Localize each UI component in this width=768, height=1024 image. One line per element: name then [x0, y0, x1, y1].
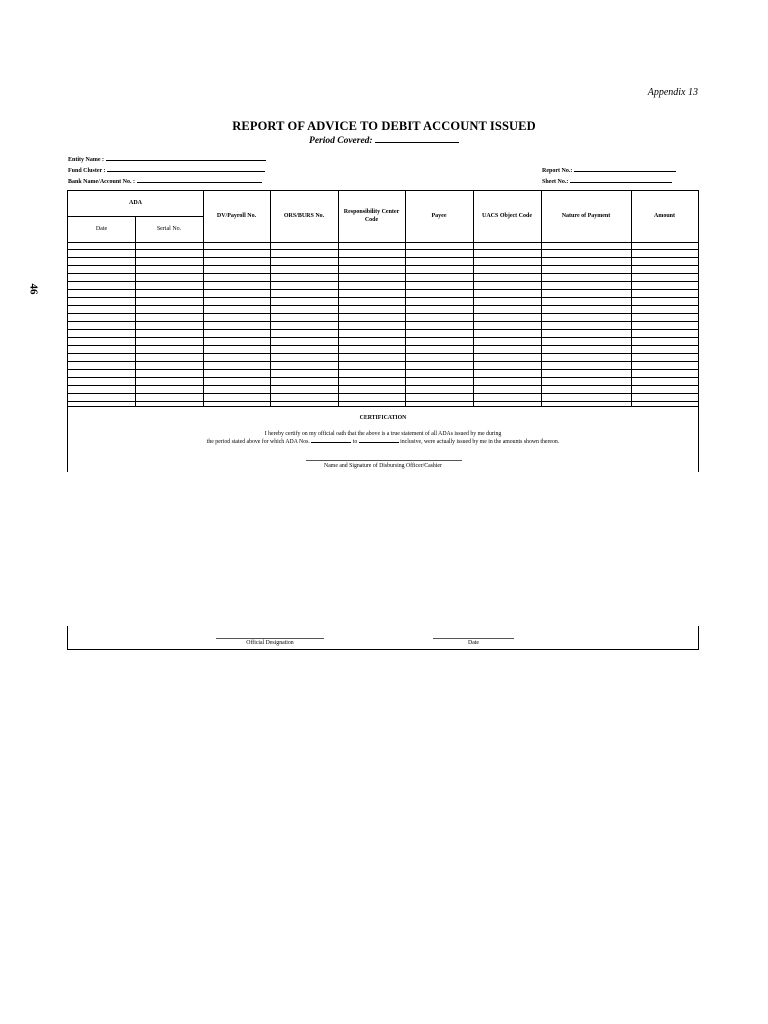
certification-section [67, 407, 699, 472]
col-header-date: Date [95, 226, 108, 232]
col-divider [405, 191, 406, 406]
table-row[interactable] [68, 273, 698, 274]
col-header-payee: Payee [431, 213, 447, 219]
col-divider [631, 191, 632, 406]
certification-line-2 [68, 439, 698, 445]
bank-account-blank[interactable] [137, 177, 262, 183]
page-number: 46 [27, 283, 40, 295]
report-no-field [542, 166, 676, 174]
col-header-dv-payroll: DV/Payroll No. [216, 213, 257, 219]
date-line[interactable] [433, 638, 514, 639]
table-row[interactable] [68, 289, 698, 290]
col-divider [541, 191, 542, 406]
col-divider [203, 191, 204, 406]
certification-line-2-b: to [352, 439, 358, 445]
report-no-label: Report No.: [542, 168, 573, 174]
report-no-blank[interactable] [574, 166, 676, 172]
ada-no-from-blank[interactable] [311, 439, 351, 443]
entity-name-blank[interactable] [106, 155, 266, 161]
table-row[interactable] [68, 297, 698, 298]
ada-group-divider [68, 216, 203, 217]
certification-heading: CERTIFICATION [359, 415, 407, 421]
header-bottom-line [68, 242, 698, 243]
col-header-ors-burs: ORS/BURS No. [283, 213, 325, 219]
fund-cluster-label: Fund Cluster : [68, 168, 106, 174]
table-row[interactable] [68, 353, 698, 354]
col-header-ada: ADA [129, 200, 142, 206]
table-row[interactable] [68, 305, 698, 306]
entity-name-field [68, 155, 266, 163]
date-caption: Date [468, 640, 479, 646]
col-header-amount: Amount [653, 213, 675, 219]
table-row[interactable] [68, 377, 698, 378]
sheet-no-label: Sheet No.: [542, 179, 569, 185]
bank-account-label: Bank Name/Account No. : [68, 179, 135, 185]
sheet-no-blank[interactable] [570, 177, 672, 183]
period-covered-blank[interactable] [375, 137, 459, 143]
col-divider [270, 191, 271, 406]
appendix-label: Appendix 13 [647, 87, 698, 98]
ada-no-to-blank[interactable] [359, 439, 399, 443]
designation-line[interactable] [216, 638, 324, 639]
period-covered-label: Period Covered: [309, 136, 373, 146]
table-row[interactable] [68, 385, 698, 386]
table-row[interactable] [68, 393, 698, 394]
col-header-serial-no: Serial No. [156, 226, 182, 232]
certification-line-2-c: inclusive, were actually issued by me in the amounts shown thereon. [400, 439, 560, 445]
table-row[interactable] [68, 345, 698, 346]
entity-name-label: Entity Name : [68, 157, 104, 163]
table-row[interactable] [68, 313, 698, 314]
table-row[interactable] [68, 329, 698, 330]
period-covered [0, 136, 768, 146]
certification-line-1: I hereby certify on my official oath that the above is a true statement of all ADAs issued by me during [264, 431, 502, 437]
certification-line-2-a: the period stated above for which ADA Nos. [206, 439, 310, 445]
table-row[interactable] [68, 257, 698, 258]
signature-line[interactable] [306, 460, 462, 461]
col-divider [473, 191, 474, 406]
fund-cluster-blank[interactable] [107, 166, 265, 172]
signature-caption: Name and Signature of Disbursing Officer/Cashier [324, 463, 442, 469]
table-row[interactable] [68, 369, 698, 370]
table-row[interactable] [68, 265, 698, 266]
col-header-nature-of-payment: Nature of Payment [561, 213, 611, 219]
table-row[interactable] [68, 281, 698, 282]
certification-footer [67, 626, 699, 650]
col-header-uacs-object-code: UACS Object Code [482, 213, 532, 219]
table-row[interactable] [68, 337, 698, 338]
ada-table [67, 190, 699, 407]
report-title: REPORT OF ADVICE TO DEBIT ACCOUNT ISSUED [232, 119, 536, 133]
sheet-no-field [542, 177, 672, 185]
table-row[interactable] [68, 249, 698, 250]
fund-cluster-field [68, 166, 265, 174]
bank-account-field [68, 177, 262, 185]
table-row[interactable] [68, 321, 698, 322]
col-divider [338, 191, 339, 406]
col-header-responsibility-center: Responsibility Center Code [343, 209, 400, 223]
table-row[interactable] [68, 401, 698, 402]
table-row[interactable] [68, 361, 698, 362]
designation-caption: Official Designation [246, 640, 294, 646]
